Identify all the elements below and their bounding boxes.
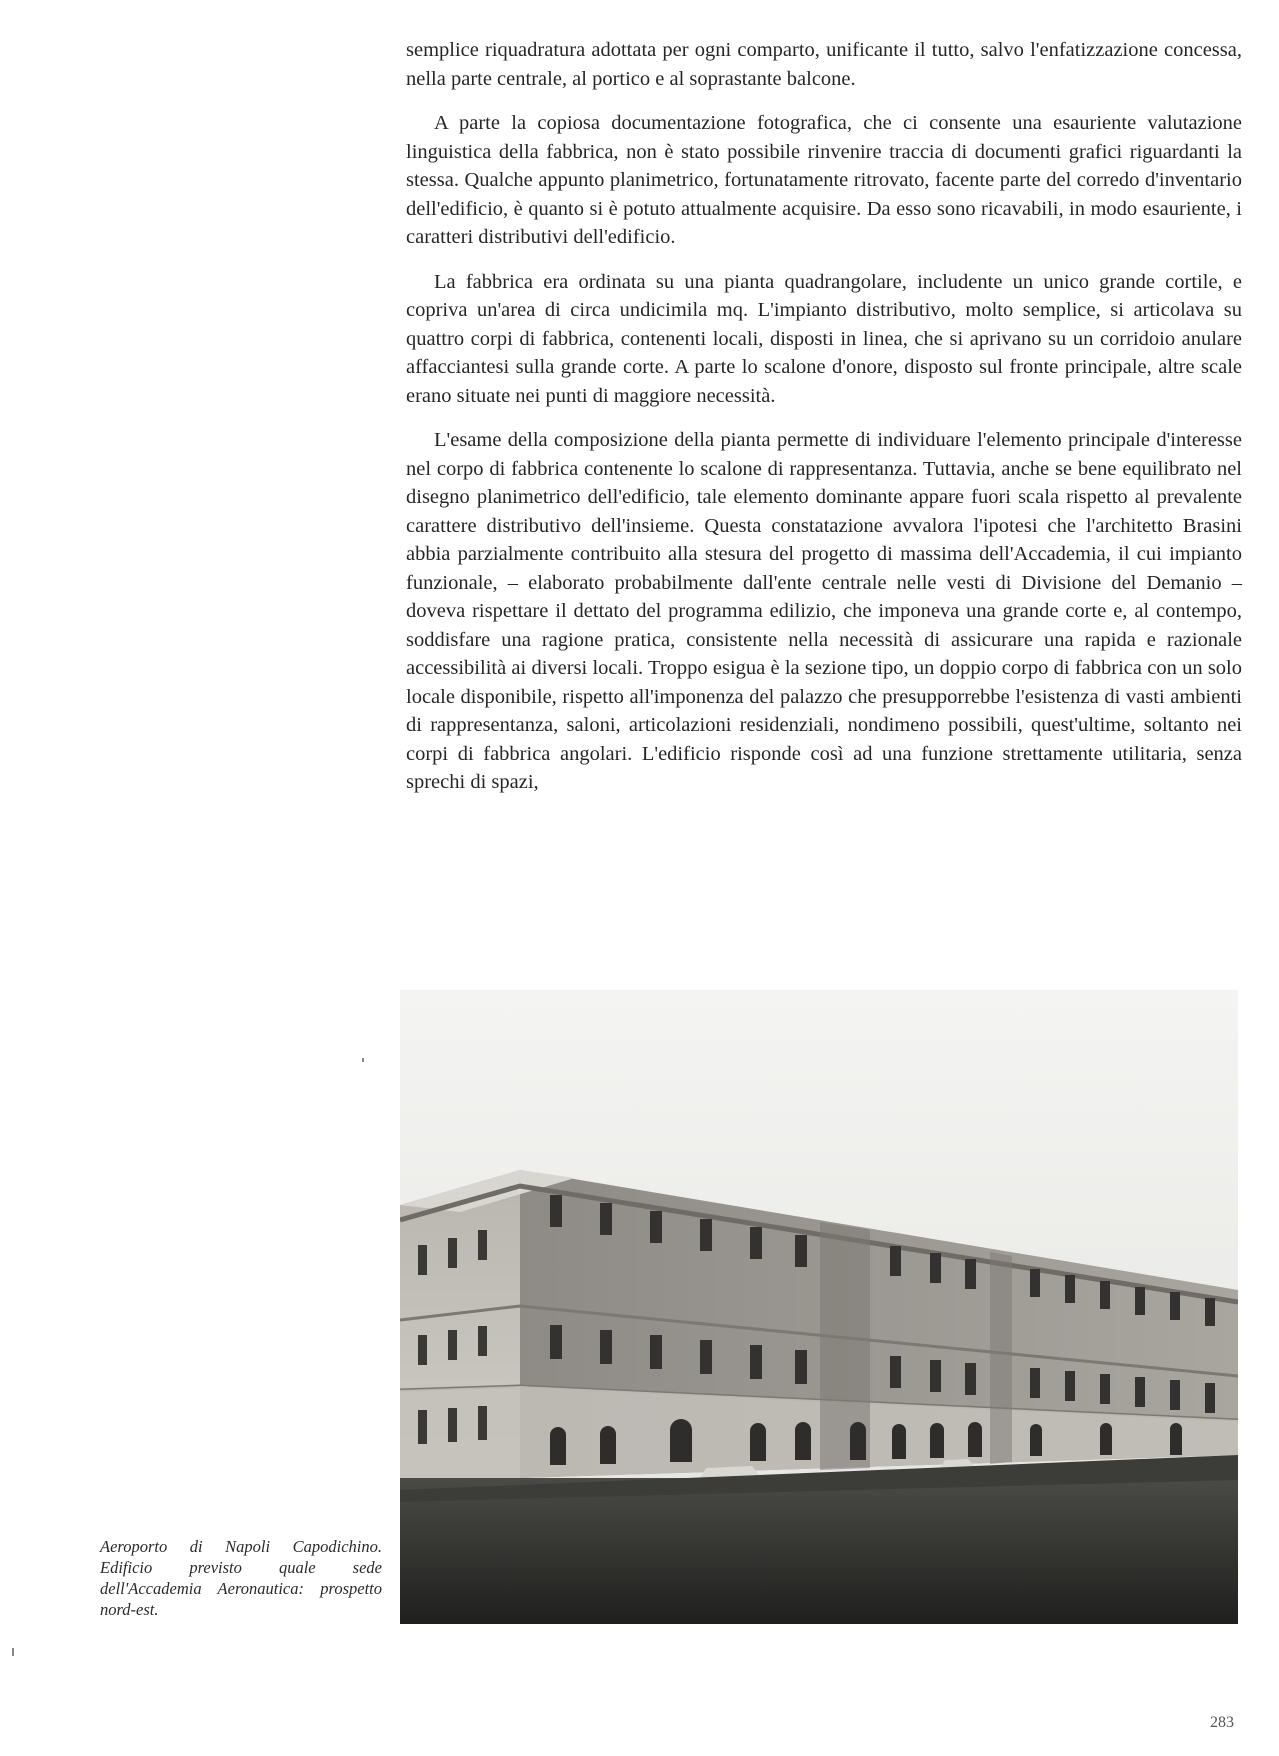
paragraph-3: La fabbrica era ordinata su una pianta quadrangolare, includente un unico grande cortile, e copriva un'area di circa undicimila mq. L'impianto distributivo, molto semplice, si articolava su quattro corpi di fabbrica, contenenti locali, disposti in linea, che si aprivano su un corridoio anulare affacciantesi sulla grande corte. A parte lo scalone d'onore, disposto sul fronte principale, altre scale erano situate nei punti di maggiore necessità. [406,270,1242,407]
paragraph-4: L'esame della composizione della pianta permette di individuare l'elemento principale d'interesse nel corpo di fabbrica contenente lo scalone di rappresentanza. Tuttavia, anche se bene equilibrato nel disegno planimetrico dell'edificio, tale elemento dominante appare fuori scala rispetto al prevalente carattere distributivo dell'insieme. Questa constatazione avvalora l'ipotesi che l'architetto Brasini abbia parzialmente contribuito alla stesura del progetto di massima dell'Accademia, il cui impianto funzionale, – elaborato probabilmente dall'ente centrale nelle vesti di Divisione del Demanio – doveva rispettare il dettato del programma edilizio, che imponeva una grande corte e, al contempo, soddisfare una ragione pratica, consistente nella necessità di assicurare una rapida e razionale accessibilità ai diversi locali. Troppo esigua è la sezione tipo, un doppio corpo di fabbrica con un solo locale disponibile, rispetto all'imponenza del palazzo che presupporrebbe l'esistenza di vasti ambienti di rappresentanza, saloni, articolazioni residenziali, nondimeno possibili, quest'ultime, soltanto nei corpi di fabbrica angolari. L'edificio risponde così ad una funzione strettamente utilitaria, senza sprechi di spazi, [406,429,1242,793]
ground [400,1478,1238,1624]
page-number: 283 [1210,1714,1234,1731]
paragraph-1: semplice riquadratura adottata per ogni comparto, unificante il tutto, salvo l'enfatizzazione concessa, nella parte centrale, al portico e al soprastante balcone. [406,39,1242,90]
body-text-column [406,36,1242,813]
paragraph-2: A parte la copiosa documentazione fotografica, che ci consente una esauriente valutazione linguistica della fabbrica, non è stato possibile rinvenire traccia di documenti grafici riguardanti la stessa. Qualche appunto planimetrico, fortunatamente ritrovato, facente parte del corredo d'inventario dell'edificio, è quanto si è potuto attualmente acquisire. Da esso sono ricavabili, in modo esauriente, i caratteri distributivi dell'edificio. [406,112,1242,248]
scan-speck [12,1648,14,1656]
photo-caption: Aeroporto di Napoli Capodichino. Edificio previsto quale sede dell'Accademia Aeronautica: prospetto nord-est. [100,1537,382,1619]
building-photograph [400,990,1238,1624]
scan-speck [362,1058,364,1062]
